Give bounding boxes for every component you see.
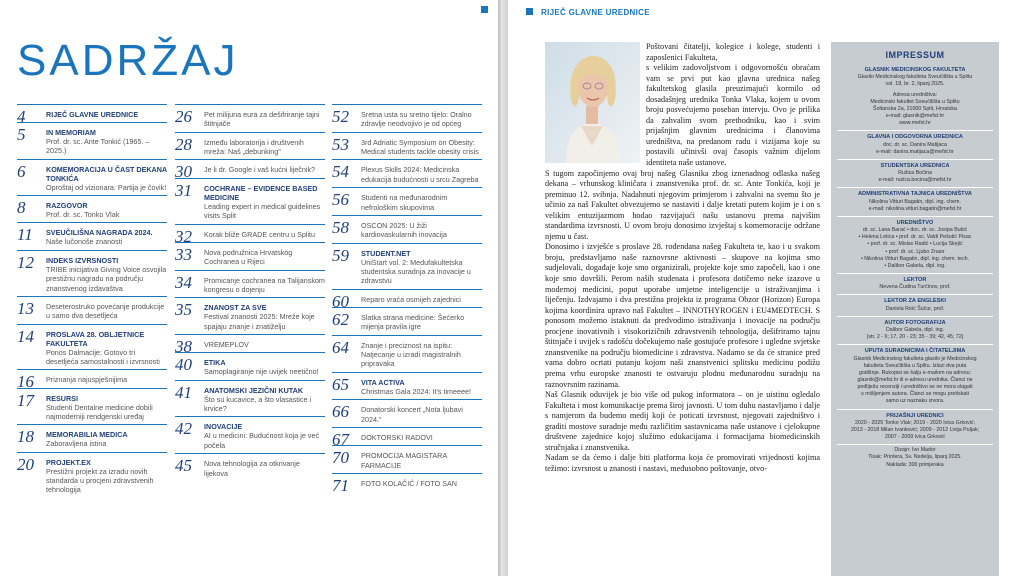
impressum-line: podliježu recenziji i uredništvo se ne mora slagati: [857, 384, 973, 391]
toc-entry[interactable]: [17, 222, 167, 249]
toc-entry[interactable]: [17, 424, 167, 451]
impressum-line: godišnje. Rukopisi se šalju e-mailom na adresu:: [858, 369, 972, 376]
impressum-footer-line: Tisak: Printera, Sv. Nedelja, lipanj 2025.: [868, 454, 962, 461]
toc-page-number: 18: [17, 427, 34, 447]
toc-subtitle: Priznanja najuspješnijima: [46, 375, 128, 385]
toc-heading: ETIKA: [204, 358, 226, 368]
impressum-line: Nevena Čudina Turčinov, prof.: [879, 284, 951, 291]
impressum-line: • prof. dr. sc. Ljubo Znaor: [885, 248, 945, 255]
toc-subtitle: Naše lučonoše znanosti: [46, 237, 123, 247]
toc-subtitle: PROMOCIJA MAGISTARA FARMACIJE: [361, 451, 447, 470]
impressum-line: 2013 - 2018 Milan Ivanković; 2009 - 2012 Livija Puljak;: [850, 427, 980, 434]
journal-name: GLASNIK MEDICINSKOG FAKULTETA: [864, 67, 966, 73]
toc-heading: RESURSI: [46, 393, 78, 403]
toc-page-number: 13: [17, 298, 34, 318]
toc-entry[interactable]: [332, 187, 482, 215]
toc-heading: ZNANOST ZA SVE: [204, 303, 267, 313]
right-page: [508, 0, 1024, 576]
toc-heading: STUDENT.NET: [361, 248, 411, 258]
toc-page-number: 71: [332, 475, 349, 492]
toc-page-number: 64: [332, 337, 349, 357]
toc-heading: RAZGOVOR: [46, 201, 88, 211]
journal-volume: vol. 18, br. 2, lipanj 2025.: [885, 81, 945, 88]
toc-page-number: 66: [332, 402, 349, 422]
toc-entry[interactable]: [175, 224, 325, 242]
corner-marker: [481, 6, 488, 13]
impressum-line: Nikolina Vitturi Bagatin, dipl. ing. chem.: [869, 198, 961, 205]
toc-subtitle: Slatka strana medicine: Šećerko mijenja pravila igre: [361, 313, 465, 332]
toc-page-number: 56: [332, 190, 349, 210]
divider: [837, 409, 993, 410]
impressum-line: 2020 - 2025 Tonko Vlak; 2019 - 2020 Ivica Grković;: [854, 419, 976, 426]
impressum-footer-line: Dizajn: Ivo Mador: [894, 447, 936, 454]
toc-page-number: 5: [17, 125, 26, 144]
article-paragraph: s velikim zadovoljstvom i odgovornošću obraćam vam se prvi put kao glavna urednica našeg fakultetskog glasila preuzimajući kormilo od dosadašnjeg urednika Tonka Vlaka, kojem u ovom broju posvećujemo poseban intervju. Ovo je prilika da zahvalim svom prethodniku, kao i svim prijašnjim glavnim urednicima i članovima uredništva, na predanom radu i vizijama koje su postavili učinivši ovaj časopis važnim dijelom identiteta naše ustanove.: [646, 63, 820, 168]
toc-entry[interactable]: [175, 242, 325, 270]
toc-entry[interactable]: [17, 369, 167, 387]
toc-subtitle: Što su kucavice, a što vlasastice i krvice?: [204, 394, 312, 414]
toc-subtitle: Pet milijuna eura za dešifriranje tajni štitnjače: [204, 110, 320, 129]
impressum-line: glasnik@mefst.hr ili e-adresu urednika. Članci ne: [857, 377, 973, 384]
toc-subtitle: AI u medicini: Budućnost koja je već počela: [204, 431, 320, 450]
address-line: Medicinski fakultet Sveučilišta u Splitu: [870, 98, 960, 105]
corner-marker: [526, 8, 533, 15]
toc-page-number: 4: [17, 107, 26, 122]
address-label: Adresa uredništva:: [892, 91, 938, 98]
toc-entry[interactable]: [332, 159, 482, 187]
toc-subtitle: Ponos Dalmacije: Gotovo tri desetljeća samostalnosti i izvrsnosti: [46, 347, 160, 366]
toc-subtitle: Zaboravljena istina: [46, 439, 107, 449]
toc-entry[interactable]: [332, 335, 482, 372]
toc-entry[interactable]: [175, 453, 325, 481]
toc-page-number: 54: [332, 162, 349, 182]
toc-page-number: 59: [332, 245, 349, 265]
toc-page-number: 33: [175, 244, 192, 264]
toc-page-number: 34: [175, 272, 192, 292]
toc-subtitle: Prof. dr. sc. Tonko Vlak: [46, 210, 120, 220]
toc-page-number: 14: [17, 326, 34, 346]
toc-subtitle: Samoplagiranje nije uvijek neetično!: [204, 367, 319, 377]
impressum-footer-line: Naklada: 300 primjeraka: [886, 461, 944, 468]
toc-heading: IN MEMORIAM: [46, 128, 96, 137]
toc-entry[interactable]: [175, 297, 325, 334]
toc-entry[interactable]: [332, 307, 482, 335]
impressum-line: Daniela Reić Šučur, prof.: [885, 305, 945, 312]
impressum-line: • prof. dr. sc. Mislav Radić • Lucija Skejić: [867, 241, 963, 248]
impressum-line: e-mail: danira.matijaca@mefst.hr: [876, 148, 954, 155]
toc-page-number: 45: [175, 456, 192, 476]
toc-entry[interactable]: [175, 132, 325, 160]
toc-subtitle: Između laboratorija i društvenih mreža: Naš „debunking": [204, 137, 304, 157]
toc-subtitle: Promicanje cochranea na Talijanskom kongresu o dojenju: [204, 275, 325, 294]
impressum-line: • Helena Leticа • prof. dr. sc. Valdi Pešutić Pisac: [858, 234, 972, 241]
toc-subtitle: Studenti na međunarodnim nefrološkim skupovima: [361, 193, 448, 212]
toc-page-number: 65: [332, 374, 349, 394]
impressum-section-heading: LEKTOR ZA ENGLESKI: [884, 298, 946, 305]
toc-subtitle: Sretna usta su sretno tijelo: Oralno zdravlje neodvojivo je od općeg: [361, 110, 472, 129]
toc-column-3: [332, 104, 482, 491]
toc-subtitle: Donatorski koncert „Nota ljubavi 2024.": [361, 405, 463, 424]
toc-entry[interactable]: [17, 388, 167, 425]
toc-entry[interactable]: [175, 104, 325, 132]
page-title: SADRŽAJ: [17, 36, 239, 85]
toc-entry[interactable]: [175, 159, 325, 177]
toc-page-number: 6: [17, 161, 26, 181]
toc-entry[interactable]: [17, 159, 167, 195]
toc-heading: MEMORABILIA MEDICA: [46, 430, 128, 440]
toc-page-number: 31: [175, 180, 192, 200]
impressum-footer: [837, 447, 993, 468]
toc-subtitle: UniStart vol. 2: Medufakultetska studentska suradnja za inovacije u zdravstvu: [361, 257, 471, 286]
contact-email: e-mail: glasnik@mefst.hr: [885, 112, 945, 119]
toc-subtitle: Znanje i preciznost na ispitu: Natjecanje u izradi magistralnih pripravaka: [361, 340, 461, 369]
toc-heading: RIJEČ GLAVNE UREDNICE: [46, 110, 139, 119]
impressum-sections: [837, 130, 993, 441]
toc-entry[interactable]: [332, 243, 482, 289]
impressum-line: 2007 - 2009 Ivica Grković: [884, 434, 946, 441]
toc-page-number: 20: [17, 454, 34, 474]
toc-subtitle: Prof. dr. sc. Ante Tonkić (1965. – 2025.): [46, 137, 150, 156]
toc-column-1: [17, 104, 167, 498]
toc-page-number: 17: [17, 390, 34, 410]
toc-subtitle: VREMEPLOV: [204, 340, 249, 350]
toc-subtitle: Plexus Skills 2024: Medicinska edukacija budućnosti u srcu Zagreba: [361, 165, 479, 184]
toc-entry[interactable]: [332, 399, 482, 427]
article-paragraph: Naš Glasnik oduvijek je bio više od pukog informatora – on je uistinu ogledalo Fakulteta i most komunikacije prema široj javnosti. U tom duhu nastavljamo i dalje s namjerom da budemo medij koji će poticati izvrsnost, njegovati zajedništvo i graditi mostove suradnje među različitim sastavnicama naše ustanove i cjelokupne društvene zajednice kojoj služimo edukacijama i formacijama biomedicinskih stručnjaka i znanstvenika.: [545, 390, 820, 452]
toc-heading: PROJEKT.EX: [46, 457, 91, 467]
toc-entry[interactable]: [175, 352, 325, 379]
toc-heading: COCHRANE – EVIDENCE BASED MEDICINE: [204, 183, 318, 202]
toc-page-number: 30: [175, 162, 192, 178]
left-page: [0, 0, 498, 576]
impressum-line: Dalibor Gabela, dipl. ing.: [885, 327, 944, 334]
toc-heading: KOMEMORACIJA U ČAST DEKANA TONKIĆA: [46, 164, 167, 183]
toc-heading: VITA ACTIVA: [361, 377, 405, 387]
toc-heading: INDEKS IZVRSNOSTI: [46, 255, 119, 265]
divider: [837, 130, 993, 131]
toc-page-number: 42: [175, 419, 192, 439]
impressum-line: fakulteta Sveučilišta u Splitu. Izlazi dva puta: [863, 362, 967, 369]
journal-subtitle: Glasilo Medicinskog fakulteta Sveučilišta u Splitu: [857, 74, 973, 81]
divider: [837, 187, 993, 188]
toc-subtitle: Nova podružnica Hrvatskog Cochranea u Rijeci: [204, 247, 293, 267]
toc-page-number: 32: [175, 226, 192, 242]
divider: [837, 344, 993, 345]
toc-entry[interactable]: [332, 473, 482, 491]
toc-page-number: 11: [17, 225, 33, 245]
toc-page-number: 70: [332, 448, 349, 468]
toc-entry[interactable]: [17, 296, 167, 324]
toc-page-number: 53: [332, 134, 349, 154]
impressum-line: samo uz naznaku izvora.: [885, 398, 945, 405]
toc-page-number: 40: [175, 355, 192, 375]
divider: [837, 316, 993, 317]
impressum-line: • Dalibor Gabela, dipl. ing.: [884, 262, 946, 269]
toc-entry[interactable]: [175, 380, 325, 417]
toc-subtitle: Nova tehnologija za otkrivanje lijekova: [204, 459, 300, 478]
impressum-title: IMPRESSUM: [885, 50, 945, 60]
toc-subtitle: 3rd Adriatic Symposium on Obesity: Medical students tackle obesity crisis: [361, 137, 479, 157]
toc-subtitle: Deseterostruko povećanje produkcije u samo dva desetljeća: [46, 301, 165, 321]
editorial-article: [545, 42, 820, 576]
toc-entry[interactable]: [175, 178, 325, 224]
impressum-section-heading: UPUTA SURADNICIMA I ČITATELJIMA: [864, 348, 966, 355]
toc-entry[interactable]: [175, 270, 325, 298]
toc-subtitle: DOKTORSKI RADOVI: [361, 432, 433, 442]
toc-entry[interactable]: [332, 104, 482, 132]
toc-entry[interactable]: [175, 334, 325, 352]
toc-subtitle: Festival znanosti 2025: Mreže koje spajaju znanje i znatiželju: [204, 312, 315, 331]
toc-page-number: 60: [332, 291, 349, 308]
divider: [837, 159, 993, 160]
toc-subtitle: Studenti Dentalne medicine dobili najmoderniji rendgenski uređaj: [46, 402, 153, 422]
toc-page-number: 62: [332, 310, 349, 330]
section-header: RIJEČ GLAVNE UREDNICE: [541, 8, 650, 17]
impressum-line: s mišljenjem autora. Članci se mogu pretiskati: [861, 391, 969, 398]
impressum-section-heading: AUTOR FOTOGRAFIJA: [884, 319, 946, 326]
toc-subtitle: Oproštaj od vizionara: Partija je čovik!: [46, 182, 167, 192]
toc-entry[interactable]: [175, 416, 325, 453]
article-paragraph: S tugom započinjemo ovaj broj našeg Glasnika zbog iznenadnog odlaska našeg dekana – vrhunskog kliničara i znanstvenika prof. dr. sc. Ante Tonkića, koji je preminuo 12. svibnja. Nadahnuti njegovim primjerom i zahvalni na svemu što je učinio za naš Fakultet obvezujemo se nastaviti i dalje kretati putem kojim je i on s velikim entuzijazmom hodao razvijajući našu ustanovu prema najvišim standardima izvrsnosti. U ovom broju donosimo izvještaj s komemoracije održane njemu u čast.: [545, 168, 820, 241]
toc-subtitle: FOTO KOLAČIĆ / FOTO SAN: [361, 478, 457, 488]
toc-entry[interactable]: [332, 132, 482, 160]
toc-entry[interactable]: [332, 289, 482, 307]
impressum-line: e-mail: ruzica.bocina@mefst.hr: [878, 177, 952, 184]
website: www.mefst.hr: [899, 120, 931, 127]
article-paragraph: Donosimo i izvješće s proslave 28. rođendana našeg Fakulteta te, kao i u svakom broju, predstavljamo naše raznovrsne aktivnosti – skupove na kojima smo sudjelovali, događaje koje smo organizirali, projekte koje smo započeli, kao i one koje smo dovršili. Perom naših studenata i profesora dotičemo neke izazove u modernoj medicini, poput uporabe umjetne inteligencije u istraživanjima i liječenju. Izdvajamo i dva prestižna projekta iz programa Obzor (Horizon) Europa kojima koordinira upravo naš Fakultet – INNOTHYROGEN i EU4MEDTECH. S ponosom možemo istaknuti da predvodimo istraživanja i inovacije na području procjene inovativnih i visokorizičnih zdravstvenih tehnologija, dešifriramo tajnu štitnjače i uvijek s radošću dočekujemo naše gostujuće profesore i ugledne svjetske znanstvenike na području biomedicine i zdravstva. Nadamo se da će stranice pred vama dobro ocrtati putanju kojom naši znanstvenici splitsku medicinu podižu prema vrhu europske znanosti te ostvaruju plodnu međunarodnu suradnju na raznovrsnim razinama.: [545, 242, 820, 389]
toc-page-number: 35: [175, 300, 192, 320]
toc-entry[interactable]: [332, 215, 482, 243]
toc-page-number: 28: [175, 134, 192, 154]
toc-entry[interactable]: [17, 452, 167, 498]
impressum-section-heading: ADMINISTRATIVNA TAJNICA UREDNIŠTVA: [858, 191, 972, 198]
impressum-section-heading: PRIJAŠNJI UREDNICI: [886, 412, 944, 419]
toc-heading: SVEUČILIŠNA NAGRADA 2024.: [46, 228, 153, 238]
toc-subtitle: Korak bliže GRADE centru u Splitu: [204, 229, 316, 239]
impressum-section-heading: GLAVNA I ODGOVORNA UREDNICA: [867, 134, 963, 141]
toc-subtitle: Reparo vraća osmijeh zajednici: [361, 294, 461, 304]
toc-page-number: 38: [175, 337, 192, 353]
toc-page-number: 52: [332, 107, 349, 126]
toc-entry[interactable]: [17, 324, 167, 370]
toc-heading: ANATOMSKI JEZIČNI KUTAK: [204, 385, 304, 395]
divider: [837, 216, 993, 217]
impressum-line: • Nikolina Vitturi Bagatin, dipl. ing. chem. tech.: [860, 255, 970, 262]
impressum-line: dr. sc. Lana Barać • doc. dr. sc. Josipa Bukić: [862, 227, 968, 234]
impressum-line: (str. 2 - 9; 17, 20 - 23; 35 - 39; 42, 45; 72): [866, 334, 964, 341]
toc-page-number: 67: [332, 429, 349, 446]
impressum-section-heading: LEKTOR: [903, 277, 927, 283]
toc-page-number: 16: [17, 372, 34, 388]
toc-entry[interactable]: [332, 372, 482, 399]
toc-heading: INOVACIJE: [204, 422, 243, 432]
toc-subtitle: Je li dr. Google i vaš kućni liječnik?: [204, 165, 316, 175]
toc-entry[interactable]: [332, 427, 482, 445]
article-paragraph: Nadam se da ćemo i dalje biti platforma koja će promovirati vrijednosti kojima težimo: izvrsnost u znanosti i nastavi, međusobno poštovanje, otvo-: [545, 453, 820, 473]
impressum-line: Glasnik Medicinskog fakulteta glasilo je Medicinskog: [853, 355, 977, 362]
article-paragraph: Poštovani čitatelji, kolegice i kolege, studenti i zaposlenici Fakulteta,: [646, 42, 820, 62]
toc-entry[interactable]: [17, 122, 167, 159]
divider: [837, 294, 993, 295]
impressum-line: e-mail: nikolina.vitturi.bagatin@mefst.hr: [868, 205, 962, 212]
divider: [837, 273, 993, 274]
toc-subtitle: TRIBE inicijativa Giving Voice osvojila prestižnu nagradu na području znanstvenog izdavaštva: [46, 264, 167, 293]
toc-entry[interactable]: [17, 104, 167, 122]
toc-entry[interactable]: [17, 195, 167, 222]
toc-page-number: 41: [175, 382, 192, 402]
impressum-box: [831, 42, 999, 576]
impressum-section-heading: STUDENTSKA UREDNICA: [880, 162, 950, 169]
impressum-line: doc. dr. sc. Danira Matijaca: [883, 141, 947, 148]
toc-column-2: [175, 104, 325, 481]
toc-subtitle: Leading expert in medical guidelines visits Split: [204, 201, 321, 221]
divider: [837, 444, 993, 445]
impressum-section-heading: UREDNIŠTVO: [896, 219, 934, 226]
toc-page-number: 26: [175, 107, 192, 126]
toc-entry[interactable]: [17, 250, 167, 296]
toc-heading: PROSLAVA 28. OBLJETNICE FAKULTETA: [46, 329, 145, 348]
spine-gutter: [498, 0, 508, 576]
toc-subtitle: Christmas Gala 2024: It's timeeee!: [361, 386, 472, 396]
toc-subtitle: Prestižni projekt za izradu novih standarda u procjeni zdravstvenih tehnologija: [46, 466, 154, 495]
toc-subtitle: OSCON 2025: U žiži kardiovaskularnih inovacija: [361, 220, 447, 240]
toc-page-number: 12: [17, 252, 34, 272]
impressum-line: Ružica Bočina: [898, 170, 932, 177]
toc-entry[interactable]: [332, 445, 482, 473]
toc-page-number: 8: [17, 198, 26, 218]
toc-page-number: 58: [332, 217, 349, 237]
address-line: Šoltanska 2a, 21000 Split, Hrvatska: [873, 105, 957, 112]
